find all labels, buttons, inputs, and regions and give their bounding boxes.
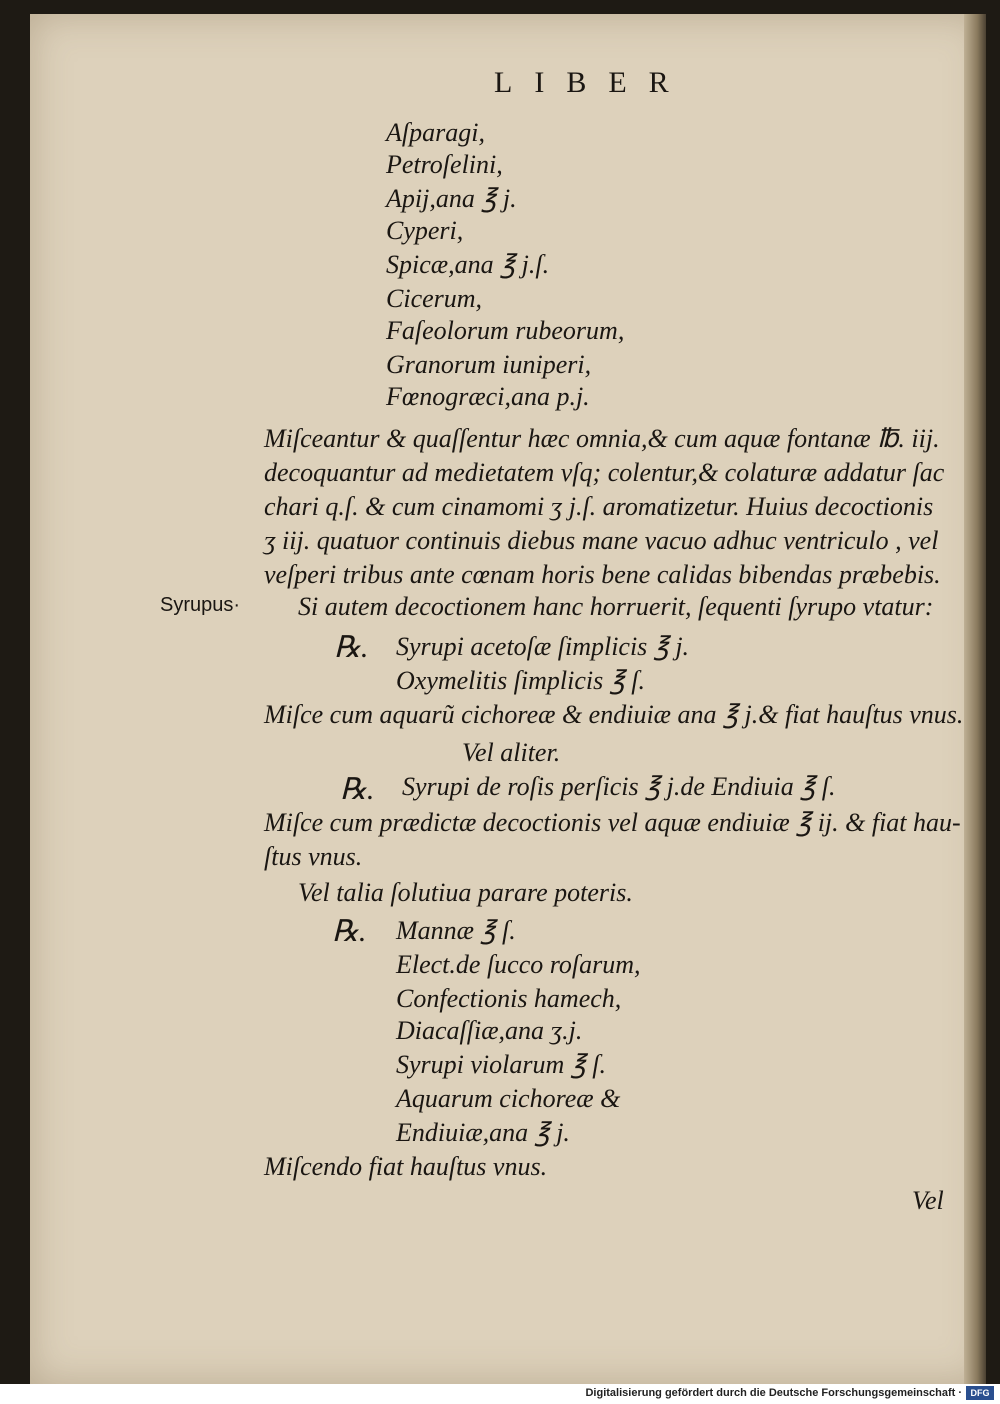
recipe-item: Aquarum cichoreæ &: [396, 1084, 621, 1113]
list-item: Aſparagi,: [386, 118, 485, 147]
footer-bar: [0, 1384, 1000, 1404]
running-header: LIBER: [494, 66, 691, 99]
recipe-item: Syrupi de roſis perſicis ℥ j.de Endiuia ℥ ſ.: [402, 772, 836, 801]
list-item: Apij,ana ℥ j.: [386, 184, 517, 213]
paragraph-line: ſtus vnus.: [264, 842, 363, 871]
paragraph-line: decoquantur ad medietatem vſq; colentur,& colaturæ addatur ſac: [264, 458, 945, 487]
margin-note: Syrupus·: [160, 594, 241, 616]
catchword: Vel: [912, 1186, 944, 1215]
paragraph-line: ʒ iij. quatuor continuis diebus mane vacuo adhuc ventriculo , vel: [264, 526, 939, 555]
paragraph-line: chari q.ſ. & cum cinamomi ʒ j.ſ. aromatizetur. Huius decoctionis: [264, 492, 934, 521]
recipe-symbol: ℞.: [334, 631, 369, 664]
dfg-logo-icon: DFG: [966, 1386, 994, 1400]
paragraph-line: Miſcendo fiat hauſtus vnus.: [264, 1152, 548, 1181]
paragraph-line: veſperi tribus ante cœnam horis bene calidas bibendas præbebis.: [264, 560, 941, 589]
list-item: Cyperi,: [386, 216, 464, 245]
list-item: Faſeolorum rubeorum,: [386, 316, 625, 345]
recipe-item: Confectionis hamech,: [396, 984, 622, 1013]
syrupus-line: Si autem decoctionem hanc horruerit, ſequenti ſyrupo vtatur:: [298, 592, 934, 621]
page-edge: [964, 14, 986, 1384]
paragraph-line: Miſceantur & quaſſentur hæc omnia,& cum aquæ fontanæ ℔. iij.: [264, 424, 940, 453]
recipe-symbol: ℞.: [332, 915, 367, 948]
recipe-item: Syrupi acetoſæ ſimplicis ℥ j.: [396, 632, 690, 661]
recipe-item: Oxymelitis ſimplicis ℥ ſ.: [396, 666, 645, 695]
subheading: Vel aliter.: [462, 738, 561, 767]
recipe-item: Endiuiæ,ana ℥ j.: [396, 1118, 570, 1147]
footer-credit: Digitalisierung gefördert durch die Deutsche Forschungsgemeinschaft ·: [585, 1387, 962, 1399]
list-item: Cicerum,: [386, 284, 483, 313]
list-item: Fœnogræci,ana p.j.: [386, 382, 590, 411]
paragraph-line: Miſce cum prædictæ decoctionis vel aquæ endiuiæ ℥ ij. & fiat hau-: [264, 808, 961, 837]
paragraph-line: Miſce cum aquarũ cichoreæ & endiuiæ ana ℥ j.& fiat hauſtus vnus.: [264, 700, 964, 729]
recipe-item: Mannæ ℥ ſ.: [396, 916, 516, 945]
list-item: Spicæ,ana ℥ j.ſ.: [386, 250, 550, 279]
recipe-item: Elect.de ſucco roſarum,: [396, 950, 641, 979]
subheading: Vel talia ſolutiua parare poteris.: [298, 878, 633, 907]
list-item: Petroſelini,: [386, 150, 503, 179]
recipe-item: Diacaſſiæ,ana ʒ.j.: [396, 1016, 583, 1045]
recipe-item: Syrupi violarum ℥ ſ.: [396, 1050, 607, 1079]
recipe-symbol: ℞.: [340, 773, 375, 806]
list-item: Granorum iuniperi,: [386, 350, 592, 379]
